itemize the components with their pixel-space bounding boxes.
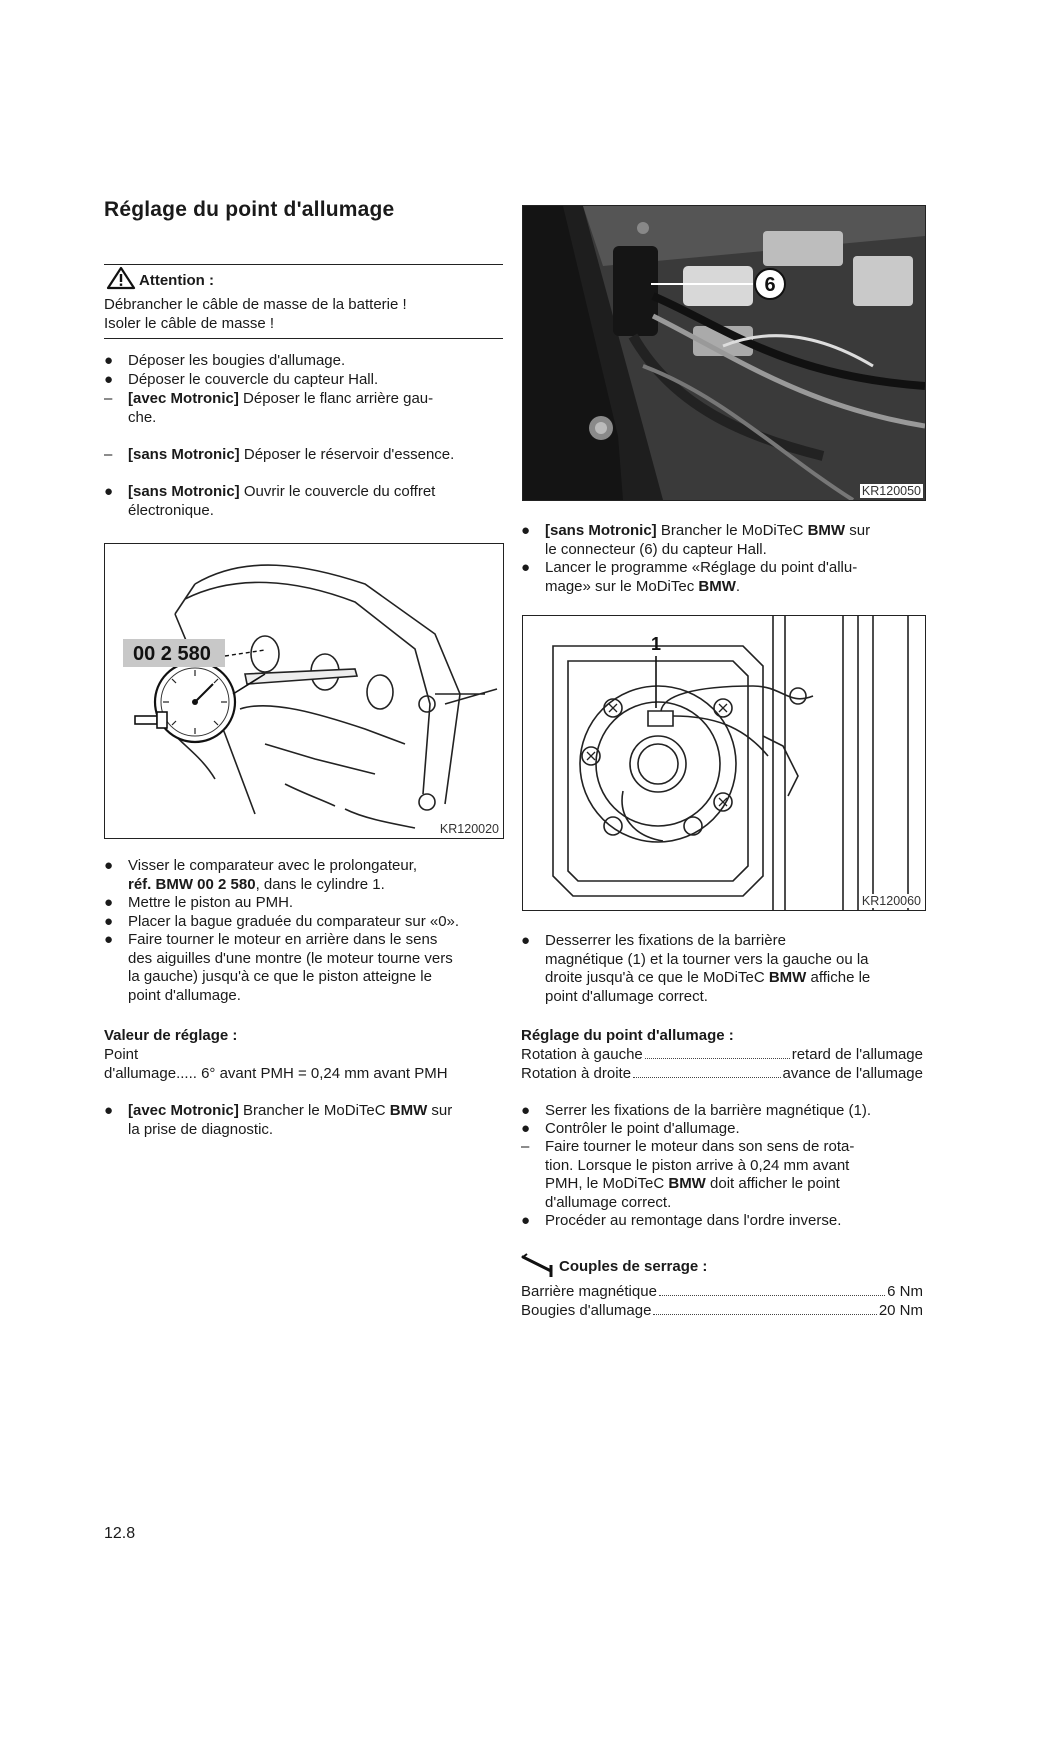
row-label: Barrière magnétique: [521, 1283, 657, 1300]
bullet-marker: ●: [104, 931, 114, 948]
list-item: [521, 559, 931, 599]
brand: BMW: [807, 522, 846, 539]
condition-label: [avec Motronic]: [128, 390, 239, 407]
bullet-marker: ●: [104, 913, 114, 930]
valeur-heading: Valeur de réglage :: [104, 1027, 238, 1044]
line: magnétique (1) et la tourner vers la gauche ou la: [545, 950, 869, 968]
figure-hall-sensor: [522, 615, 926, 911]
bullet-marker: ●: [521, 559, 531, 576]
list-item-text: [128, 931, 453, 1005]
list-item-text: Déposer le couvercle du capteur Hall.: [128, 371, 379, 388]
valeur-line-2: d'allumage..... 6° avant PMH = 0,24 mm avant PMH: [104, 1065, 448, 1082]
list-item-text: Contrôler le point d'allumage.: [545, 1120, 740, 1137]
line: droite jusqu'à ce que le MoDiTeC: [545, 969, 769, 986]
bullet-marker: ●: [104, 1102, 114, 1119]
bullet-marker: ●: [104, 857, 114, 874]
bullet-marker: ●: [104, 483, 114, 500]
row-value: retard de l'allumage: [791, 1046, 923, 1063]
row-label: Rotation à gauche: [521, 1046, 643, 1063]
line: point d'allumage correct.: [545, 987, 708, 1005]
line: affiche le: [806, 969, 871, 986]
list-item: [104, 483, 504, 523]
row-value: 20 Nm: [878, 1302, 923, 1319]
reglage-row: [521, 1046, 923, 1065]
list-item-text-part: Déposer le flanc arrière gau-: [238, 390, 434, 407]
dash-marker: –: [104, 446, 113, 463]
bullet-marker: ●: [104, 371, 114, 388]
list-item: [521, 1138, 931, 1214]
figure-code: KR120050: [861, 484, 921, 498]
attention-line-2: Isoler le câble de masse !: [104, 315, 275, 332]
list-item-text: [128, 483, 435, 520]
list-item-text: Serrer les fixations de la barrière magnétique (1).: [545, 1102, 871, 1119]
dash-marker: –: [521, 1138, 530, 1155]
part: Lancer le programme «Réglage du point d'allu-: [545, 559, 858, 576]
page-number: 12.8: [104, 1525, 136, 1542]
bullet-marker: ●: [521, 1212, 531, 1229]
list-item-text-part: Visser le comparateur avec le prolongateur,: [128, 857, 418, 874]
list-item-text-part: Déposer le réservoir d'essence.: [239, 446, 455, 463]
line: doit afficher le point: [705, 1175, 840, 1192]
reglage-heading: Réglage du point d'allumage :: [521, 1027, 734, 1044]
condition-label: [sans Motronic]: [128, 446, 240, 463]
part: la prise de diagnostic.: [128, 1120, 274, 1138]
bullet-marker: ●: [104, 352, 114, 369]
list-item-text: [128, 857, 417, 894]
line: Faire tourner le moteur en arrière dans le sens: [128, 931, 438, 948]
bullet-marker: ●: [521, 1102, 531, 1119]
line: des aiguilles d'une montre (le moteur tourne vers: [128, 949, 453, 967]
part: Brancher le MoDiTeC: [238, 1102, 390, 1119]
list-item-text: [545, 559, 857, 596]
figure-code: KR120060: [861, 894, 921, 908]
reglage-row: [521, 1065, 923, 1084]
list-item-text-part: électronique.: [128, 501, 214, 519]
list-item-text-part: , dans le cylindre 1.: [255, 875, 385, 893]
tool-reference: réf. BMW 00 2 580: [128, 875, 256, 893]
part: sur: [427, 1102, 453, 1119]
list-item-text: [545, 932, 870, 1006]
figure-code: KR120020: [439, 822, 499, 836]
callout-number: 6: [764, 274, 776, 296]
bullet-marker: ●: [104, 894, 114, 911]
line: PMH, le MoDiTeC: [545, 1175, 669, 1192]
list-item: [104, 857, 504, 897]
list-item-text-part: Ouvrir le couvercle du coffret: [239, 483, 436, 500]
dot-leader: [659, 1295, 885, 1296]
bullet-marker: ●: [521, 1120, 531, 1137]
list-item-text: [128, 390, 433, 427]
brand: BMW: [389, 1102, 428, 1119]
list-item-text: [545, 522, 870, 559]
line: Desserrer les fixations de la barrière: [545, 932, 786, 949]
list-item-text: [128, 1102, 452, 1139]
list-item-text: Procéder au remontage dans l'ordre inverse.: [545, 1212, 842, 1229]
part: Brancher le MoDiTeC: [656, 522, 808, 539]
list-item-text: [128, 446, 454, 465]
line: d'allumage correct.: [545, 1193, 672, 1211]
brand: BMW: [668, 1175, 706, 1192]
condition-label: [sans Motronic]: [128, 483, 240, 500]
tool-reference-label: 00 2 580: [133, 643, 211, 665]
torque-row: [521, 1302, 923, 1321]
bullet-marker: ●: [521, 522, 531, 539]
figure-connector-photo: [522, 205, 926, 501]
dot-leader: [645, 1058, 790, 1059]
list-item: [104, 1102, 504, 1142]
row-label: Bougies d'allumage: [521, 1302, 652, 1319]
part: le connecteur (6) du capteur Hall.: [545, 540, 767, 558]
list-item: [104, 390, 504, 430]
figure-dial-gauge: [104, 543, 504, 839]
page-title: Réglage du point d'allumage: [104, 198, 395, 221]
brand: BMW: [698, 577, 736, 595]
brand: BMW: [768, 969, 807, 986]
list-item-text: Placer la bague graduée du comparateur sur «0».: [128, 913, 460, 930]
warning-icon: [106, 266, 136, 290]
condition-label: [avec Motronic]: [128, 1102, 239, 1119]
attention-line-1: Débrancher le câble de masse de la batterie !: [104, 296, 407, 313]
list-item-text-part: che.: [128, 408, 157, 426]
part: .: [735, 577, 741, 595]
part: sur: [845, 522, 871, 539]
list-item: [521, 522, 931, 562]
list-item: [521, 932, 931, 1008]
condition-label: [sans Motronic]: [545, 522, 657, 539]
row-value: 6 Nm: [887, 1283, 923, 1300]
divider: [104, 338, 503, 339]
row-value: avance de l'allumage: [782, 1065, 923, 1082]
callout-number: 1: [651, 634, 662, 654]
attention-label: Attention :: [139, 272, 214, 289]
divider: [104, 264, 503, 265]
valeur-line-1: Point: [104, 1046, 139, 1063]
dot-leader: [633, 1077, 780, 1078]
torque-heading-label: Couples de serrage :: [559, 1258, 708, 1275]
line: tion. Lorsque le piston arrive à 0,24 mm avant: [545, 1156, 850, 1174]
engine-gauge-illustration: [105, 544, 503, 838]
dash-marker: –: [104, 390, 113, 407]
row-label: Rotation à droite: [521, 1065, 632, 1082]
list-item-text: [545, 1138, 854, 1212]
wrench-icon: [521, 1253, 559, 1279]
attention-heading: [106, 266, 214, 290]
torque-row: [521, 1283, 923, 1302]
line: Faire tourner le moteur dans son sens de rota-: [545, 1138, 855, 1155]
torque-heading: [521, 1253, 707, 1279]
dot-leader: [653, 1314, 876, 1315]
bullet-marker: ●: [521, 932, 531, 949]
line: point d'allumage.: [128, 986, 241, 1004]
hall-sensor-illustration: [523, 616, 925, 910]
list-item-text: Déposer les bougies d'allumage.: [128, 352, 346, 369]
line: la gauche) jusqu'à ce que le piston atteigne le: [128, 968, 432, 985]
connector-photo-illustration: [523, 206, 925, 500]
list-item: [104, 931, 504, 1007]
list-item-text: Mettre le piston au PMH.: [128, 894, 294, 911]
part: mage» sur le MoDiTec: [545, 577, 699, 595]
